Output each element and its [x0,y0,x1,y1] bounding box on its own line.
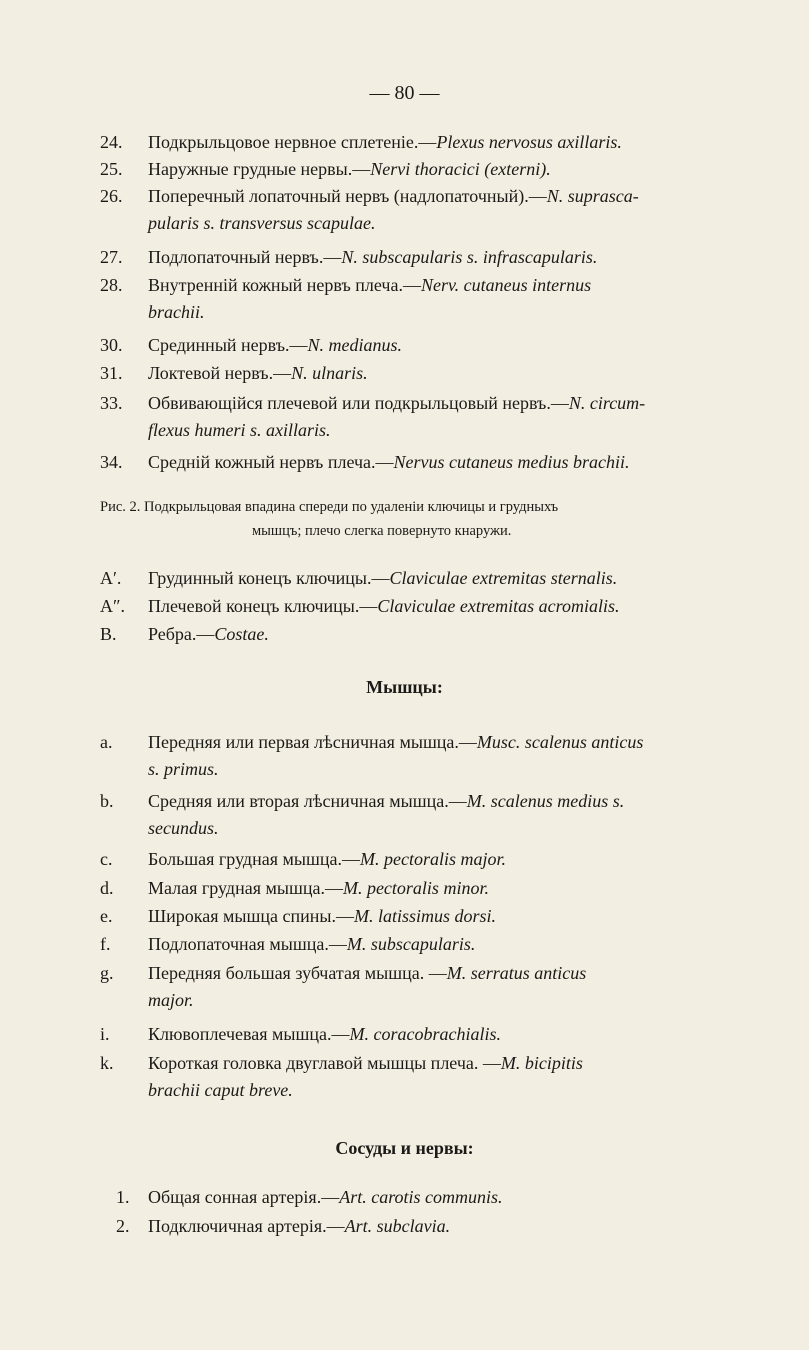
russian-term: Наружные грудные нервы.— [148,159,371,179]
russian-term: Подлопаточный нервъ.— [148,247,342,267]
item-letter: a. [100,732,113,752]
page-number: — 80 — [369,82,440,104]
latin-term: M. coracobrachialis. [349,1024,501,1044]
item-number: 34. [100,452,123,472]
russian-term: Подкрыльцовое нервное сплетенie.— [148,132,437,152]
figure-caption [100,495,740,543]
latin-term: Plexus nervosus axillaris. [436,132,622,152]
item-letter: d. [100,878,114,898]
item-letter: A″. [100,596,125,616]
list-item [0,1050,809,1104]
latin-term: Claviculae extremitas acromialis. [377,596,620,616]
list-item [0,183,809,237]
latin-term-continued: major. [148,990,194,1010]
item-letter: A′. [100,568,122,588]
list-item [0,960,809,1014]
list-item [0,272,809,326]
list-item [0,156,809,183]
list-item [0,729,809,783]
latin-term: M. latissimus dorsi. [353,906,497,926]
russian-term: Подключичная артерiя.— [148,1216,345,1236]
latin-term-continued: flexus humeri s. axillaris. [148,420,331,440]
russian-term: Общая сонная артерiя.— [148,1187,340,1207]
latin-term: M. bicipitis [500,1053,583,1073]
item-letter: f. [100,934,111,954]
russian-term: Подлопаточная мышца.— [148,934,347,954]
russian-term: Плечевой конецъ ключицы.— [148,596,378,616]
russian-term: Ребра.— [148,624,215,644]
list-item [0,931,809,958]
item-letter: c. [100,849,113,869]
russian-term: Средняя или вторая лѣсничная мышца.— [148,791,467,811]
russian-term: Грудинный конецъ ключицы.— [148,568,390,588]
list-item [0,360,809,387]
item-letter: g. [100,963,114,983]
section-heading-vessels: Сосуды и нервы: [335,1138,474,1158]
latin-term: N. medianus. [307,335,403,355]
list-item [0,875,809,902]
list-item [0,1021,809,1048]
list-item [0,244,809,271]
list-item [0,449,809,476]
caption-line: Рис. 2. Подкрыльцовая впадина спереди по удаленiи ключицы и грудныхъ [100,499,559,515]
latin-term-continued: secundus. [148,818,219,838]
latin-term: M. pectoralis minor. [342,878,489,898]
item-letter: i. [100,1024,110,1044]
russian-term: Среднiй кожный нервъ плеча.— [148,452,394,472]
list-item [0,332,809,359]
latin-term: N. circum- [568,393,646,413]
list-item [0,621,809,648]
item-number: 24. [100,132,123,152]
latin-term: Art. carotis communis. [339,1187,503,1207]
item-number: 30. [100,335,123,355]
russian-term: Передняя или первая лѣсничная мышца.— [148,732,477,752]
list-item [0,593,809,620]
item-number: 27. [100,247,123,267]
russian-term: Срединный нервъ.— [148,335,308,355]
list-item [0,565,809,592]
caption-line: мышцъ; плечо слегка повернуто кнаружи. [252,523,512,539]
item-number: 28. [100,275,123,295]
latin-term: Musc. scalenus anticus [476,732,644,752]
latin-term: N. ulnaris. [291,363,368,383]
latin-term: N. subscapularis s. infrascapularis. [341,247,598,267]
item-letter: k. [100,1053,114,1073]
russian-term: Широкая мышца спины.— [148,906,354,926]
item-number: 1. [116,1187,130,1207]
list-item [0,788,809,842]
russian-term: Внутреннiй кожный нервъ плеча.— [148,275,421,295]
latin-term: Costae. [214,624,269,644]
list-item [0,903,809,930]
item-number: 2. [116,1216,130,1236]
list-item [0,1213,809,1240]
latin-term: Art. subclavia. [344,1216,451,1236]
item-letter: e. [100,906,113,926]
russian-term: Короткая головка двуглавой мышцы плеча. — [148,1053,501,1073]
list-item [0,1184,809,1211]
latin-term: M. serratus anticus [446,963,587,983]
latin-term: Nervus cutaneus medius brachii. [393,452,630,472]
russian-term: Большая грудная мышца.— [148,849,360,869]
russian-term: Малая грудная мышца.— [148,878,343,898]
latin-term-continued: brachii caput breve. [148,1080,293,1100]
item-number: 25. [100,159,123,179]
latin-term-continued: pularis s. transversus scapulae. [148,213,376,233]
item-number: 33. [100,393,123,413]
russian-term: Клювоплечевая мышца.— [148,1024,350,1044]
latin-term: Claviculae extremitas sternalis. [389,568,618,588]
russian-term: Передняя большая зубчатая мышца. — [148,963,447,983]
russian-term: Обвивающiйся плечевой или подкрыльцовый нервъ.— [148,393,569,413]
list-item [0,846,809,873]
section-heading-muscles: Мышцы: [366,677,443,697]
item-number: 31. [100,363,123,383]
latin-term: M. subscapularis. [346,934,476,954]
list-item [0,129,809,156]
latin-term: M. pectoralis major. [359,849,506,869]
latin-term-continued: brachii. [148,302,205,322]
latin-term: Nerv. cutaneus internus [420,275,592,295]
latin-term: Nervi thoracici (externi). [370,159,551,179]
latin-term: M. scalenus medius s. [466,791,625,811]
list-item [0,390,809,444]
russian-term: Локтевой нервъ.— [148,363,292,383]
latin-term: N. suprasca- [546,186,639,206]
item-letter: B. [100,624,117,644]
item-number: 26. [100,186,123,206]
russian-term: Поперечный лопаточный нервъ (надлопаточный).— [148,186,547,206]
latin-term-continued: s. primus. [148,759,219,779]
item-letter: b. [100,791,114,811]
